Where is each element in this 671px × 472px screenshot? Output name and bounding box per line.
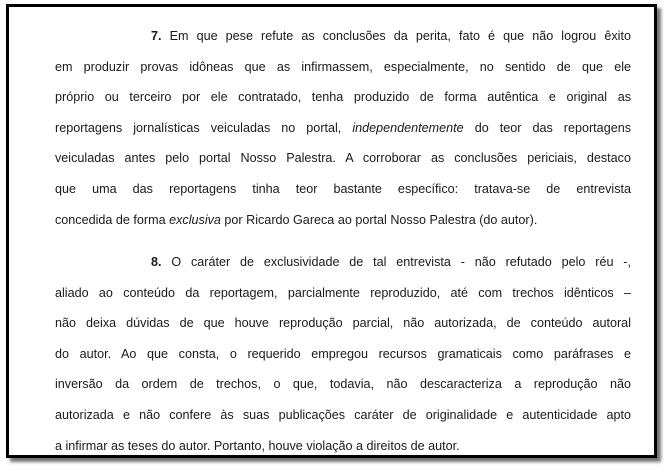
text-line: aliado ao conteúdo da reportagem, parcialmente reproduzido, até com trechos idênticos – <box>55 285 631 300</box>
text-line: veiculadas antes pelo portal Nosso Palestra. A corroborar as conclusões periciais, destaco <box>55 151 631 166</box>
paragraph-number: 8. <box>151 255 162 269</box>
italic-term: exclusiva <box>169 212 221 227</box>
paragraph-8 <box>55 247 631 461</box>
text-line: 8. O caráter de exclusividade de tal entrevista - não refutado pelo réu -, <box>151 255 631 269</box>
text-line: reportagens jornalísticas veiculadas no portal, independentemente do teor das reportagens <box>55 120 631 135</box>
text-line: 7. Em que pese refute as conclusões da perita, fato é que não logrou êxito <box>151 29 631 43</box>
text-line: em produzir provas idôneas que as infirmassem, especialmente, no sentido de que ele <box>55 59 631 74</box>
paragraph-number: 7. <box>151 29 162 43</box>
text-line: autorizada e não confere às suas publicações caráter de originalidade e autenticidade apto <box>55 407 631 422</box>
text-line: concedida de forma exclusiva por Ricardo Gareca ao portal Nosso Palestra (do autor). <box>55 212 538 227</box>
paragraph-7 <box>55 21 631 235</box>
text-line: a infirmar as teses do autor. Portanto, houve violação a direitos de autor. <box>55 438 460 453</box>
document-frame <box>6 4 657 458</box>
text-line: inversão da ordem de trechos, o que, todavia, não descaracteriza a reprodução não <box>55 377 631 392</box>
text-line: do autor. Ao que consta, o requerido empregou recursos gramaticais como paráfrases e <box>55 346 631 361</box>
text-line: não deixa dúvidas de que houve reprodução parcial, não autorizada, de conteúdo autoral <box>55 316 631 331</box>
italic-term: independentemente <box>352 120 464 135</box>
text-line: próprio ou terceiro por ele contratado, tenha produzido de forma autêntica e original as <box>55 90 631 105</box>
text-line: que uma das reportagens tinha teor bastante específico: tratava-se de entrevista <box>55 181 631 196</box>
